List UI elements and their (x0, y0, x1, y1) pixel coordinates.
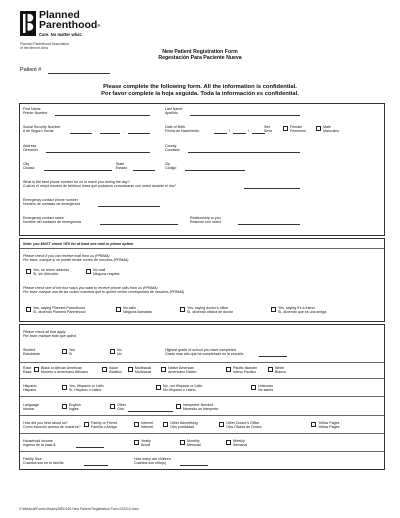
male-checkbox[interactable] (316, 126, 321, 131)
race-pacific-label-es: Isleno Pacifico (233, 370, 257, 374)
instructions: Please complete the following form. All the information is confidential. (103, 84, 297, 90)
hear-doctor-label-es: Otra Oficina de Doctor (226, 425, 262, 429)
logo-tagline: Care. No matter what. (39, 32, 83, 37)
race-black-checkbox[interactable] (34, 367, 39, 372)
mail-yes-checkbox[interactable] (26, 269, 31, 274)
footer-path: G:\Medical\Forms\History\MED160 New Patient Registration Form 020212.docx (19, 507, 139, 511)
hispanic-label: Hispanic (23, 384, 37, 388)
divider (20, 362, 384, 363)
race-black-label-es: Moreno o Americano Africano (41, 370, 89, 374)
divider (20, 415, 384, 416)
race-white-label: White (275, 366, 285, 370)
student-no-checkbox[interactable] (110, 349, 115, 354)
income-weekly-checkbox[interactable] (226, 440, 231, 445)
state-label: State (116, 162, 125, 166)
call-option-1-label-es: Sí, diciendo Planned Parenthood (33, 310, 86, 314)
student-yes-checkbox[interactable] (62, 349, 67, 354)
assoc-line-1: Planned Parenthood Association (20, 42, 70, 46)
hear-internet-label: Internet (141, 421, 154, 425)
last-name-field[interactable] (190, 115, 300, 116)
monthly-label: Monthly (187, 439, 200, 443)
yearly-label: Yearly (141, 439, 151, 443)
mail-question: Please check if you can receive mail from us (PPAMA) (23, 254, 110, 258)
ssn-label-es: # de Seguro Social (23, 129, 54, 133)
ssn-dash: - (95, 129, 97, 133)
mail-yes-label: Yes, no return address (33, 268, 70, 272)
divider (20, 433, 384, 434)
hispanic-no-label-es: No Hispano o Latino (163, 388, 196, 392)
mail-no-checkbox[interactable] (86, 269, 91, 274)
hear-family-checkbox[interactable] (84, 422, 89, 427)
patient-number-field[interactable] (48, 73, 110, 74)
dollar-sign: $ (53, 443, 56, 447)
no-calls-checkbox[interactable] (116, 307, 121, 312)
hear-yellow-pages-checkbox[interactable] (311, 422, 316, 427)
dob-day-field[interactable] (233, 133, 246, 134)
form-title-es: Regestación Para Paciente Nueva (158, 55, 242, 61)
race-native-label: Native American (168, 366, 195, 370)
first-name-label-es: Primer Nombre (23, 111, 48, 115)
language-other-field[interactable] (128, 411, 173, 412)
race-pacific-label: Pacific Islander (233, 366, 258, 370)
mail-no-label-es: Ninguna respeta (93, 272, 120, 276)
dob-slash: / (229, 129, 230, 133)
hispanic-no-checkbox[interactable] (156, 385, 161, 390)
dob-month-field[interactable] (214, 133, 227, 134)
interpreter-label-es: Necesito un Interprete (183, 407, 219, 411)
hear-family-label-es: Familia o Amiga (91, 425, 117, 429)
race-multiracial-label: Multiracial (135, 366, 152, 370)
hear-yellow-pages-label: Yellow Pages (318, 421, 340, 425)
relationship-label-es: Relación con usted (190, 220, 221, 224)
language-other-label: Other (117, 403, 126, 407)
check-all-label-es: Por favor marque todo que aplica (23, 334, 77, 338)
planned-parenthood-logo-icon (20, 11, 36, 36)
mail-no-label: No mail (93, 268, 106, 272)
family-size-field[interactable] (84, 465, 108, 466)
hispanic-yes-label: Yes, Hispanic or Latin (69, 384, 104, 388)
race-label: Race (23, 366, 32, 370)
last-name-label-es: Apellido (165, 111, 178, 115)
sex-label: Sex (264, 125, 271, 129)
dob-label: Date of Birth (165, 125, 185, 129)
race-multiracial-label-es: Multiracial (135, 370, 152, 374)
language-english-label-es: Ingles (69, 407, 79, 411)
family-size-label: Family Size (23, 457, 42, 461)
hear-advertising-label: Other Advertising (170, 421, 198, 425)
female-checkbox[interactable] (283, 126, 288, 131)
emergency-phone-label: Emergency contact phone number (23, 198, 78, 202)
best-phone-label-es: Cuál es el mejor número de teléfono mara que podamos comunicarse con usted durante el día? (23, 184, 176, 188)
zip-label-es: Código (165, 166, 177, 170)
ssn-field-3[interactable] (128, 133, 150, 134)
income-field[interactable] (76, 447, 104, 448)
city-field[interactable] (44, 170, 112, 171)
dob-label-es: Fecha de Nacimiento (165, 129, 199, 133)
race-multiracial-checkbox[interactable] (128, 367, 133, 372)
hear-advertising-checkbox[interactable] (163, 422, 168, 427)
first-name-label: First Name (23, 107, 41, 111)
hispanic-yes-label-es: Sí, Hispano o Latino (69, 388, 102, 392)
income-label: Household income (23, 439, 53, 443)
interpreter-checkbox[interactable] (176, 404, 181, 409)
call-option-2-label-es: Ninguna llamadas (123, 310, 152, 314)
hispanic-label-es: Hispano (23, 388, 37, 392)
dob-slash: / (248, 129, 249, 133)
male-label-es: Masculino (323, 129, 340, 133)
race-black-label: Black or African American (41, 366, 82, 370)
language-label: Language (23, 403, 39, 407)
income-label-es-row (23, 443, 55, 447)
county-field[interactable] (188, 152, 300, 153)
zip-field[interactable] (185, 170, 245, 171)
address-label: Address (23, 144, 37, 148)
relationship-field[interactable] (238, 224, 300, 225)
check-all-label: Please check all that apply (23, 330, 66, 334)
race-asian-checkbox[interactable] (102, 367, 107, 372)
sex-label-es: Sexo (264, 129, 273, 133)
emergency-name-label: Emergency contact name (23, 216, 64, 220)
language-english-label: English (69, 403, 81, 407)
county-label: County (165, 144, 177, 148)
income-label-es: Ingreso de la casa (23, 443, 53, 447)
instructions-es: Por favor complete la hoja seguida. Toda la información es confidential. (101, 91, 299, 97)
call-option-3-label-es: Sí, diciendo oficina de doctor (187, 310, 234, 314)
children-label: How many are children (134, 457, 171, 461)
divider (20, 396, 384, 397)
divider (20, 248, 384, 249)
student-label-es: Estudiante (23, 352, 40, 356)
race-asian-label-es: Asiático (109, 370, 122, 374)
call-planned-parenthood-checkbox[interactable] (26, 307, 31, 312)
patient-number-label: Patient # (20, 67, 42, 73)
language-label-es: Idioma (23, 407, 34, 411)
logo-name-1: Planned (39, 9, 80, 21)
weekly-label: Weekly (233, 439, 245, 443)
monthly-label-es: Mensual (187, 443, 201, 447)
demographics-section (19, 324, 385, 470)
male-label: Male (323, 125, 331, 129)
interpreter-label: Interpreter Needed (183, 403, 214, 407)
hispanic-unknown-label: Unknown (258, 384, 273, 388)
hear-family-label: Family or Friend (91, 421, 117, 425)
grade-label-es: Grado mas alto que ha completado en la escuela (165, 352, 244, 356)
phone-question-es: Por favor marque una de las cuatro maneras que tu quiere recibir correspondia de nosotros (PPAMA) (23, 290, 185, 294)
student-no-label: No (117, 348, 122, 352)
call-option-2-label: No calls (123, 306, 136, 310)
yearly-label-es: Anual (141, 443, 151, 447)
city-label-es: Ciudad (23, 166, 35, 170)
income-monthly-checkbox[interactable] (180, 440, 185, 445)
ssn-label: Social Security Number (23, 125, 61, 129)
race-native-label-es: Americano Nativo (168, 370, 197, 374)
hispanic-unknown-checkbox[interactable] (251, 385, 256, 390)
hear-doctor-checkbox[interactable] (219, 422, 224, 427)
hear-doctor-label: Other Doctor's Office (226, 421, 260, 425)
ssn-field-2[interactable] (100, 133, 120, 134)
hear-internet-checkbox[interactable] (134, 422, 139, 427)
call-option-3-label: Yes, saying doctor's office (187, 306, 229, 310)
contact-note: Note: you MUST check YES for at least one mail or phone option (23, 242, 134, 246)
county-label-es: Condado (165, 148, 180, 152)
divider (20, 451, 384, 452)
hear-label: How did you hear about us? (23, 421, 68, 425)
race-pacific-checkbox[interactable] (226, 367, 231, 372)
weekly-label-es: Semanal (233, 443, 248, 447)
race-asian-label: Asian (109, 366, 118, 370)
call-friend-checkbox[interactable] (271, 307, 276, 312)
hear-label-es: Como escucho acerca de nosotros? (23, 425, 81, 429)
race-label-es: Raza (23, 370, 32, 374)
phone-question: Please check one of the four ways you want to receive phone calls from us (PPAMA) (23, 286, 158, 290)
student-no-label-es: No (117, 352, 122, 356)
emergency-phone-label-es: Número de contacto de emergencia (23, 202, 81, 206)
female-label-es: Femenino (290, 129, 306, 133)
first-name-field[interactable] (55, 115, 150, 116)
address-field[interactable] (46, 152, 150, 153)
relationship-label: Relationship to you (190, 216, 221, 220)
state-label-es: Estado (116, 166, 128, 170)
call-option-1-label: Yes, saying Planned Parenthood (33, 306, 86, 310)
female-label: Female (290, 125, 302, 129)
best-phone-label: What is the best phone number for us to reach you during the day? (23, 180, 130, 184)
student-yes-label: Yes (69, 348, 75, 352)
call-option-4-label: Yes, saying it's a friend (278, 306, 315, 310)
emergency-name-field[interactable] (100, 224, 178, 225)
zip-label: Zip (165, 162, 170, 166)
student-label: Student (23, 348, 36, 352)
race-white-checkbox[interactable] (268, 367, 273, 372)
hear-advertising-label-es: Otro publicidad (170, 425, 195, 429)
form-title: New Patient Registration Form (162, 49, 238, 55)
city-label: City (23, 162, 30, 166)
address-label-es: Dirección (23, 148, 38, 152)
hispanic-no-label: No, not Hispanic or Latin (163, 384, 203, 388)
language-other-label-es: Otro (117, 407, 124, 411)
grade-field[interactable] (259, 356, 287, 357)
grade-label: Highest grade of school you have completed (165, 348, 236, 352)
ssn-field-1[interactable] (70, 133, 92, 134)
logo-name-2: Parenthood® (39, 19, 101, 31)
divider (20, 378, 384, 379)
language-other-checkbox[interactable] (110, 404, 115, 409)
call-doctors-office-checkbox[interactable] (180, 307, 185, 312)
ssn-dash: - (123, 129, 125, 133)
hear-yellow-pages-label-es: Yellow Pages (318, 425, 340, 429)
emergency-phone-field[interactable] (98, 206, 160, 207)
assoc-line-2: of the Mercer Area (20, 46, 48, 50)
emergency-name-label-es: Nombre del contacto de emergencia (23, 220, 81, 224)
children-label-es: Cuantos son niño(s) (134, 461, 167, 465)
mail-yes-label-es: Sí, sin dirección (33, 272, 59, 276)
state-field[interactable] (133, 170, 155, 171)
call-option-4-label-es: Sí, diciendo que es una amiga (278, 310, 327, 314)
hear-internet-label-es: Internet (141, 425, 154, 429)
income-yearly-checkbox[interactable] (134, 440, 139, 445)
student-yes-label-es: Sí (69, 352, 73, 356)
last-name-label: Last Name (165, 107, 183, 111)
race-native-checkbox[interactable] (161, 367, 166, 372)
mail-question-es: Por favor, marque si se puede recibir correo de nosotros (PPAMA) (23, 258, 129, 262)
race-white-label-es: Blanco (275, 370, 286, 374)
best-phone-field[interactable] (244, 188, 300, 189)
language-english-checkbox[interactable] (62, 404, 67, 409)
hispanic-yes-checkbox[interactable] (62, 385, 67, 390)
children-field[interactable] (180, 465, 208, 466)
family-size-label-es: Cuantos son en tu familia (23, 461, 64, 465)
hispanic-unknown-label-es: No sabes (258, 388, 274, 392)
